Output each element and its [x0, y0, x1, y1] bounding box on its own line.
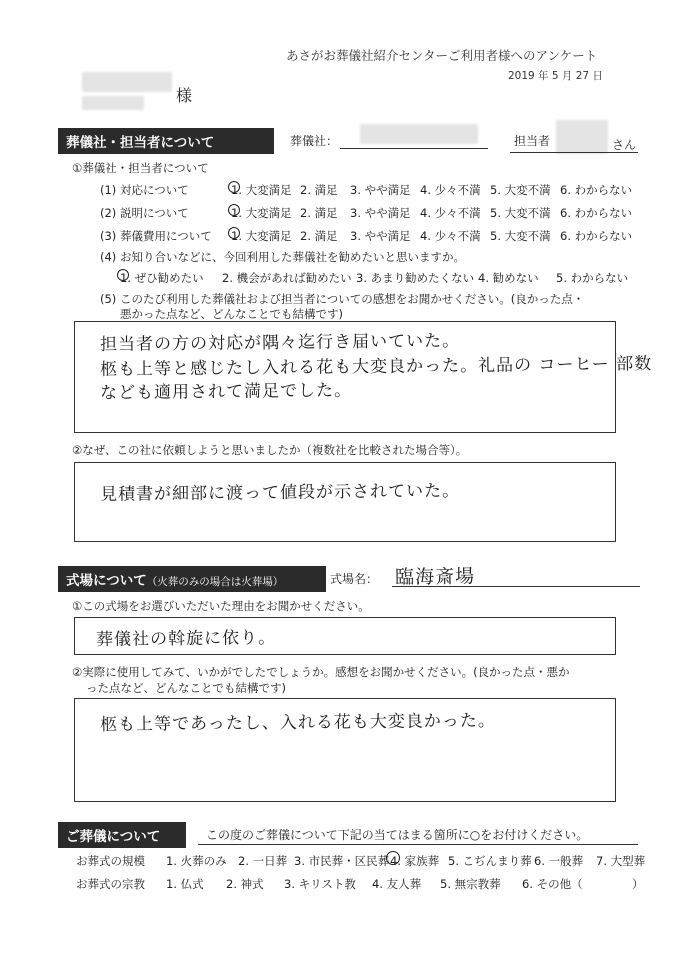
- venue-q1-answer: 葬儀社の斡旋に依り。: [95, 628, 277, 650]
- row2-opt5[interactable]: 5. 大変不満: [490, 206, 551, 220]
- customer-suffix: 様: [176, 86, 193, 105]
- q4-text: (4) お知り合いなどに、今回利用した葬儀社を勧めたいと思いますか。: [100, 250, 465, 264]
- q4-selection-circle: [117, 269, 129, 281]
- row1-selection-circle: [228, 181, 240, 193]
- q4-opt4[interactable]: 4. 勧めない: [478, 271, 539, 285]
- row3-opt2[interactable]: 2. 満足: [300, 229, 338, 243]
- scale-opt6[interactable]: 6. 一般葬: [534, 854, 584, 868]
- scale-opt4[interactable]: 4. 家族葬: [390, 854, 440, 868]
- row1-opt3[interactable]: 3. やや満足: [350, 183, 411, 197]
- row3-opt1[interactable]: 1. 大変満足: [231, 229, 292, 243]
- row2-opt1[interactable]: 1. 大変満足: [231, 206, 292, 220]
- staff-suffix: さん: [612, 138, 637, 152]
- q4-opt1[interactable]: 1. ぜひ勧めたい: [120, 271, 204, 285]
- religion-opt4[interactable]: 4. 友人葬: [372, 877, 422, 891]
- row3-opt6[interactable]: 6. わからない: [560, 229, 633, 243]
- section-funeral-header: ご葬儀について: [58, 822, 186, 848]
- scale-opt5[interactable]: 5. こぢんまり葬: [448, 854, 532, 868]
- venue-q2-text-line1: ②実際に使用してみて、いかがでしたでしょうか。感想をお聞かせください。(良かった点・悪か: [72, 665, 570, 679]
- row2-opt4[interactable]: 4. 少々不満: [420, 206, 481, 220]
- customer-name-redacted-2: [82, 96, 144, 110]
- q5-text-line1: (5) このたび利用した葬儀社および担当者についての感想をお聞かせください。(良かった点・: [100, 292, 585, 306]
- venue-bar-title: 式場について: [66, 573, 147, 589]
- scale-opt1[interactable]: 1. 火葬のみ: [166, 854, 227, 868]
- row1-opt6[interactable]: 6. わからない: [560, 183, 633, 197]
- religion-opt2[interactable]: 2. 神式: [226, 877, 264, 891]
- q5-text-line2: 悪かった点など、どんなことでも結構です): [120, 307, 343, 321]
- venue-answer: 臨海斎場: [394, 565, 476, 589]
- q5-answer-line2: 柩も上等と感じたし入れる花も大変良かった。礼品の コーヒー 部数: [99, 354, 653, 380]
- row2-opt3[interactable]: 3. やや満足: [350, 206, 411, 220]
- venue-bar-note: （火葬のみの場合は火葬場）: [146, 576, 284, 588]
- scale-selection-circle: [386, 851, 400, 865]
- venue-q2-answer: 柩も上等であったし、入れる花も大変良かった。: [99, 710, 496, 736]
- row3-opt3[interactable]: 3. やや満足: [350, 229, 411, 243]
- q5-answer-line3: なども適用されて満足でした。: [99, 380, 353, 404]
- religion-opt5[interactable]: 5. 無宗教葬: [440, 877, 501, 891]
- scale-label: お葬式の規模: [76, 854, 145, 868]
- scale-opt3[interactable]: 3. 市民葬・区民葬: [294, 854, 390, 868]
- religion-opt1[interactable]: 1. 仏式: [166, 877, 204, 891]
- row3-opt4[interactable]: 4. 少々不満: [420, 229, 481, 243]
- religion-opt6-close: ）: [632, 877, 644, 891]
- row1-opt2[interactable]: 2. 満足: [300, 183, 338, 197]
- religion-opt6[interactable]: 6. その他（: [522, 877, 583, 891]
- row2-opt2[interactable]: 2. 満足: [300, 206, 338, 220]
- religion-opt3[interactable]: 3. キリスト教: [284, 877, 356, 891]
- row2-label: (2) 説明について: [100, 206, 189, 220]
- company-underline: [340, 148, 488, 149]
- row2-selection-circle: [228, 204, 240, 216]
- row1-opt5[interactable]: 5. 大変不満: [490, 183, 551, 197]
- instruction-underline: [198, 844, 638, 845]
- row1-opt4[interactable]: 4. 少々不満: [420, 183, 481, 197]
- row3-opt5[interactable]: 5. 大変不満: [490, 229, 551, 243]
- venue-q1-text: ①この式場をお選びいただいた理由をお聞かせください。: [72, 599, 370, 613]
- q1-title: ①葬儀社・担当者について: [72, 161, 209, 175]
- survey-title: あさがお葬儀社紹介センターご利用者様へのアンケート: [286, 48, 598, 63]
- venue-q2-text-line2: った点など、どんなことでも結構です): [86, 681, 286, 695]
- row3-selection-circle: [228, 227, 240, 239]
- venue-underline: [392, 586, 640, 587]
- q2-text: ②なぜ、この社に依頼しようと思いましたか（複数社を比較された場合等）。: [72, 443, 468, 457]
- row2-opt6[interactable]: 6. わからない: [560, 206, 633, 220]
- row1-opt1[interactable]: 1. 大変満足: [231, 183, 292, 197]
- staff-label: 担当者: [514, 134, 551, 148]
- company-name-redacted: [360, 124, 478, 144]
- q5-answer-line1: 担当者の方の対応が隅々迄行き届いていた。: [99, 331, 461, 355]
- section-funeral-company-header: 葬儀社・担当者について: [58, 128, 274, 154]
- q4-opt3[interactable]: 3. あまり勧めたくない: [356, 271, 475, 285]
- company-label: 葬儀社：: [290, 134, 339, 148]
- q4-opt5[interactable]: 5. わからない: [556, 271, 629, 285]
- q2-answer: 見積書が細部に渡って値段が示されていた。: [99, 481, 461, 505]
- staff-name-redacted: [556, 120, 608, 154]
- funeral-instruction: この度のご葬儀について下記の当てはまる箇所に○をお付けください。: [206, 828, 589, 842]
- section-venue-header: [58, 566, 326, 592]
- scale-opt7[interactable]: 7. 大型葬: [596, 854, 646, 868]
- venue-label: 式場名：: [330, 572, 379, 586]
- q4-opt2[interactable]: 2. 機会があれば勧めたい: [222, 271, 352, 285]
- row3-label: (3) 葬儀費用について: [100, 229, 212, 243]
- customer-name-redacted: [82, 72, 172, 92]
- staff-underline: [510, 152, 638, 153]
- row1-label: (1) 対応について: [100, 183, 189, 197]
- scale-opt2[interactable]: 2. 一日葬: [238, 854, 288, 868]
- religion-label: お葬式の宗教: [76, 877, 145, 891]
- survey-date: 2019 年 5 月 27 日: [508, 70, 603, 82]
